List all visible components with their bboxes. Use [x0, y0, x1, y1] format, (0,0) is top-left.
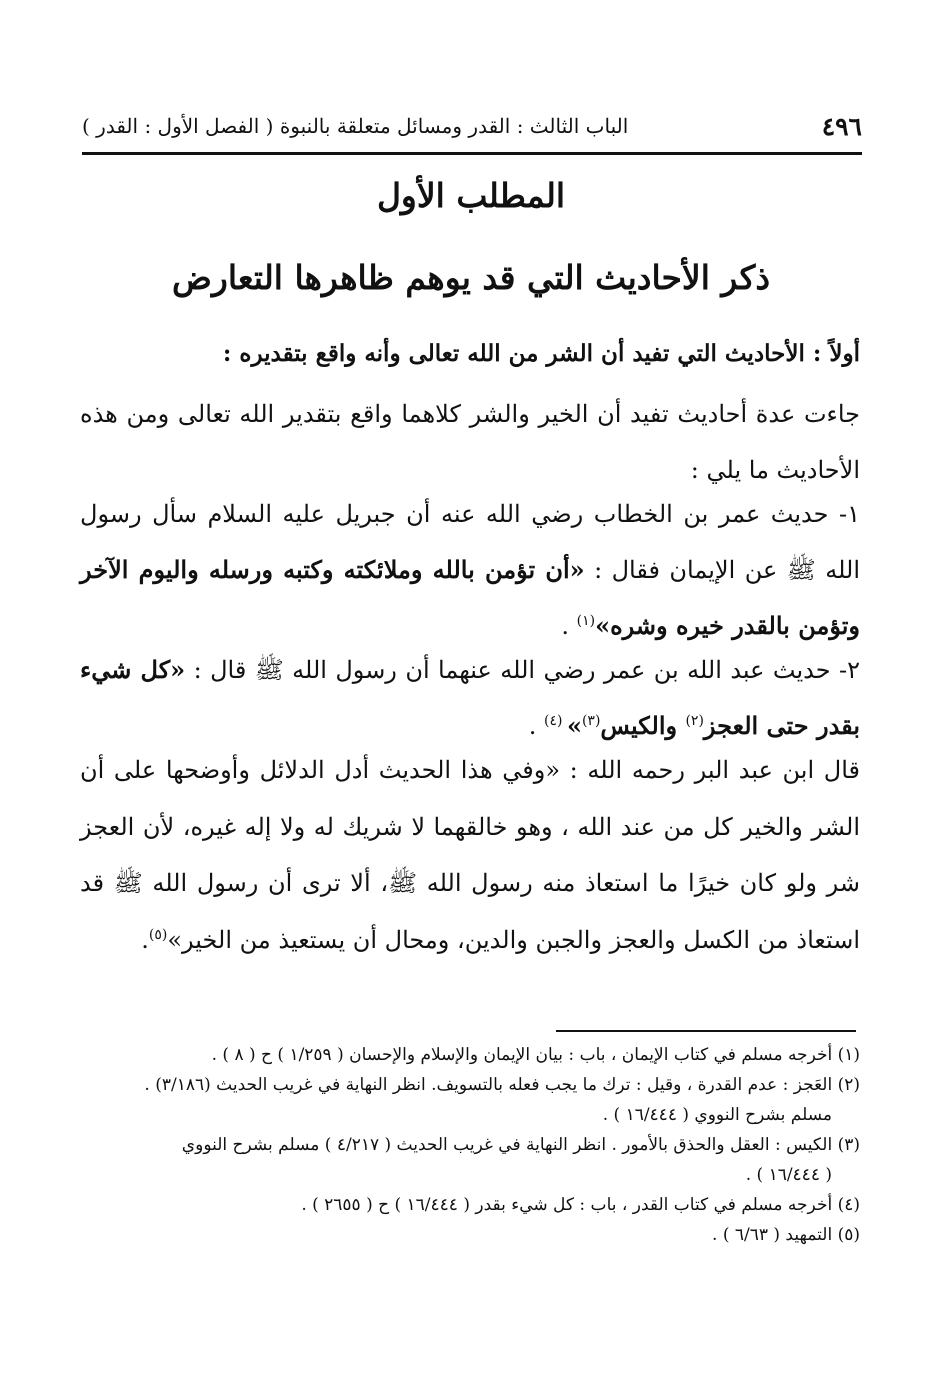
hadith-2-quote-b: والكيس	[600, 711, 686, 740]
footnote-1: (١) أخرجه مسلم في كتاب الإيمان ، باب : بيان الإيمان والإسلام والإحسان ( ١/٢٥٩ ) ح ( ٨ ) .	[211, 1045, 860, 1065]
footnote-3: (٣) الكيس : العقل والحذق بالأمور . انظر النهاية في غريب الحديث ( ٤/٢١٧ ) مسلم بشرح النووي	[181, 1135, 860, 1155]
intro-paragraph: جاءت عدة أحاديث تفيد أن الخير والشر كلاهما واقع بتقدير الله تعالى ومن هذه الأحاديث ما يلي :	[80, 400, 860, 484]
page-number: ٤٩٦	[821, 112, 862, 141]
subheading: أولاً : الأحاديث التي تفيد أن الشر من الله تعالى وأنه واقع بتقديره :	[222, 340, 860, 367]
footnotes	[80, 1040, 860, 1250]
footnote-ref-2: (٢)	[685, 713, 704, 729]
footnote-ref-3: (٣)	[581, 713, 601, 729]
hadith-2-quote-a: «كل شيء بقدر حتى العجز	[80, 655, 860, 740]
hadith-2-paragraph	[80, 642, 860, 754]
hadith-1-end: .	[561, 612, 577, 640]
footnote-2: (٢) العَجز : عدم القدرة ، وقيل : ترك ما يجب فعله بالتسويف. انظر النهاية في غريب الحديث (٣/١٨٦) .	[144, 1075, 860, 1095]
footnote-5: (٥) التمهيد ( ٦/٦٣ ) .	[712, 1225, 860, 1245]
footnote-ref-5: (٥)	[148, 926, 168, 943]
hadith-2-text: ٢- حديث عبد الله بن عمر رضي الله عنهما أن رسول الله ﷺ قال :	[185, 656, 861, 684]
section-title: المطلب الأول	[376, 176, 566, 215]
chapter-title: ذكر الأحاديث التي قد يوهم ظاهرها التعارض	[171, 258, 771, 297]
footnote-ref-1: (١)	[576, 613, 596, 629]
footnote-2-continuation: مسلم بشرح النووي ( ١٦/٤٤٤ ) .	[602, 1105, 832, 1125]
hadith-2-end: .	[528, 712, 545, 740]
ibn-abd-albarr-text: قال ابن عبد البر رحمه الله : «وفي هذا الحديث أدل الدلائل وأوضحها على أن الشر والخير كل من عند الله ، وهو خالقهما لا شريك له ولا إله غيره، لأن العجز شر ولو كان خيرًا ما استعاذ منه رسول الله ﷺ، ألا ترى أن رسول الله ﷺ قد استعاذ من الكسل والعجز والجبن والدين، ومحال أن يستعيذ من الخير»	[80, 756, 860, 954]
hadith-1-quote: «أن تؤمن بالله وملائكته وكتبه ورسله واليوم الآخر وتؤمن بالقدر خيره وشره»	[80, 555, 860, 640]
footnote-ref-4: (٤)	[544, 713, 567, 729]
footnote-3-continuation: ( ١٦/٤٤٤ ) .	[745, 1165, 832, 1185]
hadith-1-text: ١- حديث عمر بن الخطاب رضي الله عنه أن جبريل عليه السلام سأل رسول الله ﷺ عن الإيمان فقال :	[80, 500, 861, 584]
footnote-divider	[556, 1030, 856, 1032]
running-title: الباب الثالث : القدر ومسائل متعلقة بالنبوة ( الفصل الأول : القدر )	[82, 114, 629, 138]
hadith-2-quote-c: »	[566, 711, 582, 740]
ibn-abd-albarr-end: .	[141, 925, 149, 954]
hadith-1-paragraph	[80, 486, 860, 654]
ibn-abd-albarr-paragraph	[80, 742, 860, 968]
page-header	[82, 112, 862, 155]
footnote-4: (٤) أخرجه مسلم في كتاب القدر ، باب : كل شيء بقدر ( ١٦/٤٤٤ ) ح ( ٢٦٥٥ ) .	[301, 1195, 860, 1215]
